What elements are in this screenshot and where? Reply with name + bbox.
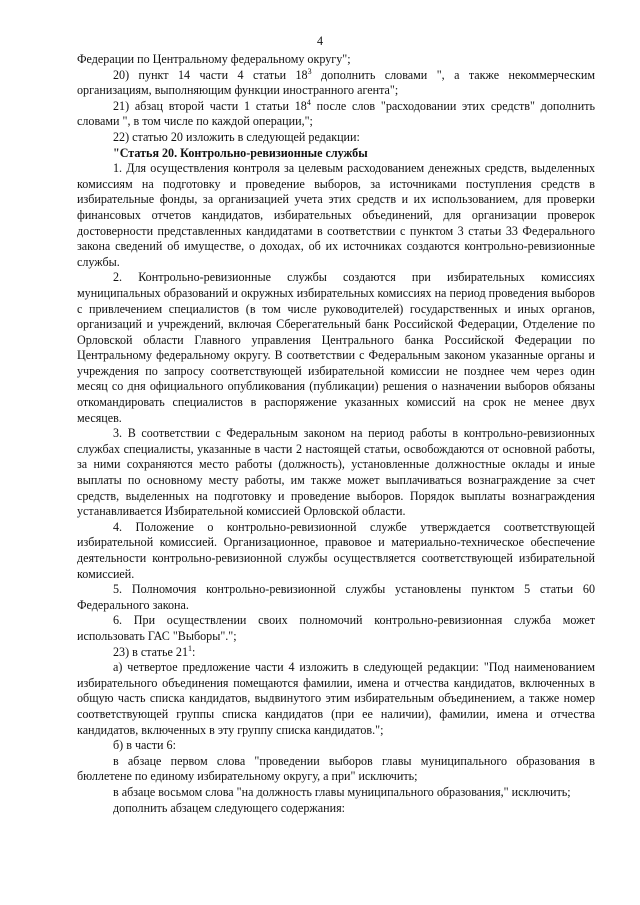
- text-run: 22) статью 20 изложить в следующей редакции:: [113, 129, 360, 144]
- text-run: б) в части 6:: [113, 738, 176, 753]
- text-run: :: [192, 644, 196, 659]
- paragraph: [77, 161, 595, 270]
- text-run: 3. В соответствии с Федеральным законом на период работы в контрольно-ревизионных службах специалисты, указанные в части 2 настоящей статьи, освобождаются от основной работы, за ними сохраняются место работы (должность), установленные должностные оклады и иные выплаты по основному месту работы, им также может выплачиваться вознаграждение за счет средств, выделенных на подготовку и проведение выборов. Порядок выплаты вознаграждения устанавливается Избирательной комиссией Орловской области.: [77, 426, 595, 519]
- paragraph: [77, 146, 595, 162]
- text-run: "Статья 20. Контрольно-ревизионные службы: [113, 145, 368, 160]
- paragraph: [77, 645, 595, 661]
- paragraph: [77, 270, 595, 426]
- paragraph: [77, 520, 595, 582]
- page-number: 4: [316, 34, 324, 48]
- paragraph: [77, 582, 595, 613]
- paragraph: [77, 738, 595, 754]
- text-run: в абзаце первом слова "проведении выборов главы муниципального образования в бюллетене по единому избирательному округу, а при" исключить;: [77, 753, 595, 784]
- text-run: 6. При осуществлении своих полномочий контрольно-ревизионная служба может использовать ГАС "Выборы".";: [77, 613, 595, 643]
- paragraph: [77, 754, 595, 785]
- text-run: 2. Контрольно-ревизионные службы создаются при избирательных комиссиях муниципальных образований и окружных избирательных комиссиях на период проведения выборов с привлечением специалистов (в том числе руководителей) государственных и иных органов, организаций и учреждений, включая Сберегательный банк Российской Федерации, Отделение по Орловской области Главного управления Центрального банка Российской Федерации по Центральному федеральному округу. В соответствии с Федеральным законом указанные органы и учреждения по запросу соответствующей избирательной комиссии не позднее чем через один месяц со дня официального опубликования (публикации) решения о назначении выборов обязаны откомандировать специалистов в распоряжение указанных комиссий на срок не менее двух месяцев.: [77, 270, 595, 425]
- text-run: 23) в статье 21: [113, 644, 189, 659]
- superscript: 1: [188, 643, 193, 653]
- text-run: после слов "расходовании этих средств" дополнить словами ", в том числе по каждой операции,";: [77, 98, 596, 129]
- text-run: дополнить словами ", а также некоммерческим организациям, выполняющим функции иностранного агента";: [77, 67, 595, 98]
- paragraph: [77, 660, 595, 738]
- paragraph: [77, 801, 595, 817]
- paragraph: [77, 130, 595, 146]
- text-run: в абзаце восьмом слова "на должность главы муниципального образования," исключить;: [113, 784, 571, 799]
- paragraph: [77, 613, 595, 644]
- text-run: 1. Для осуществления контроля за целевым расходованием денежных средств, выделенных комиссиям на подготовку и проведение выборов, за источниками поступления средств в избирательные фонды, за организацией учета этих средств и их использованием, для проверки финансовых отчетов кандидатов, избирательных объединений, для организации проверок достоверности представленных кандидатами в соответствии с пунктом 3 статьи 33 Федерального закона сведений об имуществе, о доходах, об их источниках создаются контрольно-ревизионные службы.: [77, 161, 595, 269]
- paragraph: [77, 426, 595, 520]
- superscript: 3: [307, 66, 312, 76]
- text-run: 4. Положение о контрольно-ревизионной службе утверждается соответствующей избирательной комиссией. Организационное, правовое и материально-техническое обеспечение деятельности контрольно-ревизионной службы осуществляется соответствующей избирательной комиссией.: [77, 519, 595, 581]
- paragraph: [77, 68, 595, 99]
- paragraph: [77, 52, 595, 68]
- text-run: Федерации по Центральному федеральному округу";: [77, 52, 351, 66]
- paragraph: [77, 785, 595, 801]
- document-body: [77, 52, 595, 816]
- text-run: дополнить абзацем следующего содержания:: [113, 800, 346, 815]
- text-run: 20) пункт 14 части 4 статьи 18: [113, 67, 308, 82]
- text-run: 5. Полномочия контрольно-ревизионной службы установлены пунктом 5 статьи 60 Федерального закона.: [77, 582, 595, 612]
- text-run: а) четвертое предложение части 4 изложить в следующей редакции: "Под наименованием избирательного объединения помещаются фамилии, имена и отчества кандидатов, включенных в общую часть списка кандидатов, выдвинутого этим избирательным объединением, а также номер соответствующей группы списка кандидатов (при ее наличии), фамилии, имена и отчества кандидатов, включенных в эту группу списка кандидатов.";: [77, 660, 595, 737]
- paragraph: [77, 99, 595, 130]
- text-run: 21) абзац второй части 1 статьи 18: [113, 98, 307, 113]
- superscript: 4: [306, 97, 311, 107]
